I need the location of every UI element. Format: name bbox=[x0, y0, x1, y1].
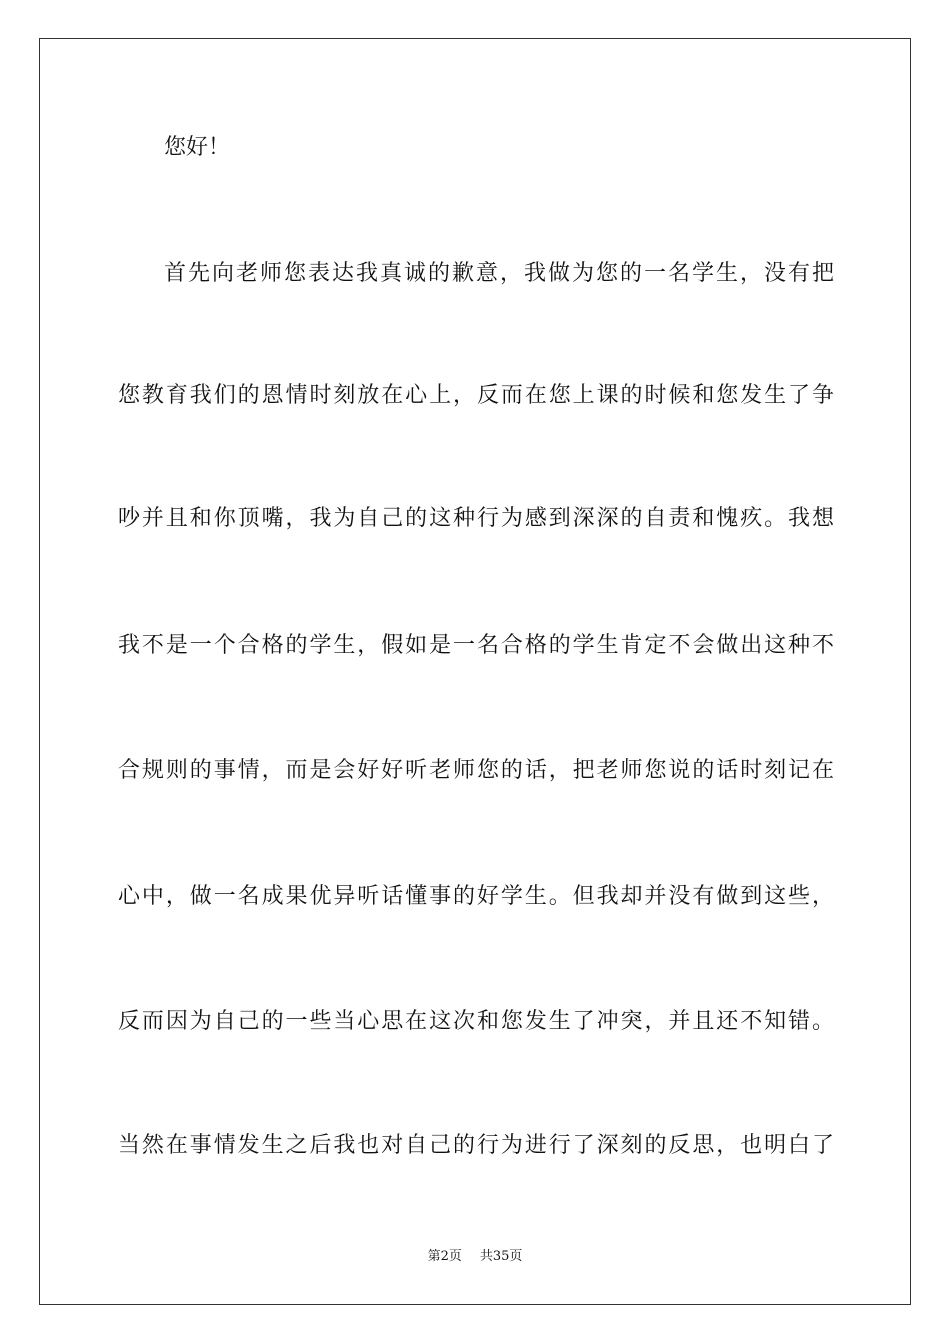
page-total: 共35页 bbox=[479, 1249, 523, 1264]
page-frame bbox=[39, 38, 911, 1305]
paragraph-line-3: 吵并且和你顶嘴，我为自己的这种行为感到深深的自责和愧疚。我想 bbox=[118, 506, 834, 531]
paragraph-line-5: 合规则的事情，而是会好好听老师您的话，把老师您说的话时刻记在 bbox=[118, 758, 834, 783]
paragraph-line-7: 反而因为自己的一些当心思在这次和您发生了冲突，并且还不知错。 bbox=[118, 1009, 834, 1034]
paragraph-line-2: 您教育我们的恩情时刻放在心上，反而在您上课的时候和您发生了争 bbox=[118, 383, 834, 408]
page-footer bbox=[0, 1248, 950, 1266]
page-number: 第2页 bbox=[427, 1249, 462, 1264]
paragraph-line-4: 我不是一个合格的学生，假如是一名合格的学生肯定不会做出这种不 bbox=[118, 633, 834, 658]
paragraph-line-8: 当然在事情发生之后我也对自己的行为进行了深刻的反思，也明白了 bbox=[118, 1133, 834, 1158]
greeting-text: 您好！ bbox=[164, 135, 231, 160]
paragraph-line-6: 心中，做一名成果优异听话懂事的好学生。但我却并没有做到这些， bbox=[118, 884, 834, 909]
paragraph-line-1: 首先向老师您表达我真诚的歉意，我做为您的一名学生，没有把 bbox=[164, 261, 834, 286]
